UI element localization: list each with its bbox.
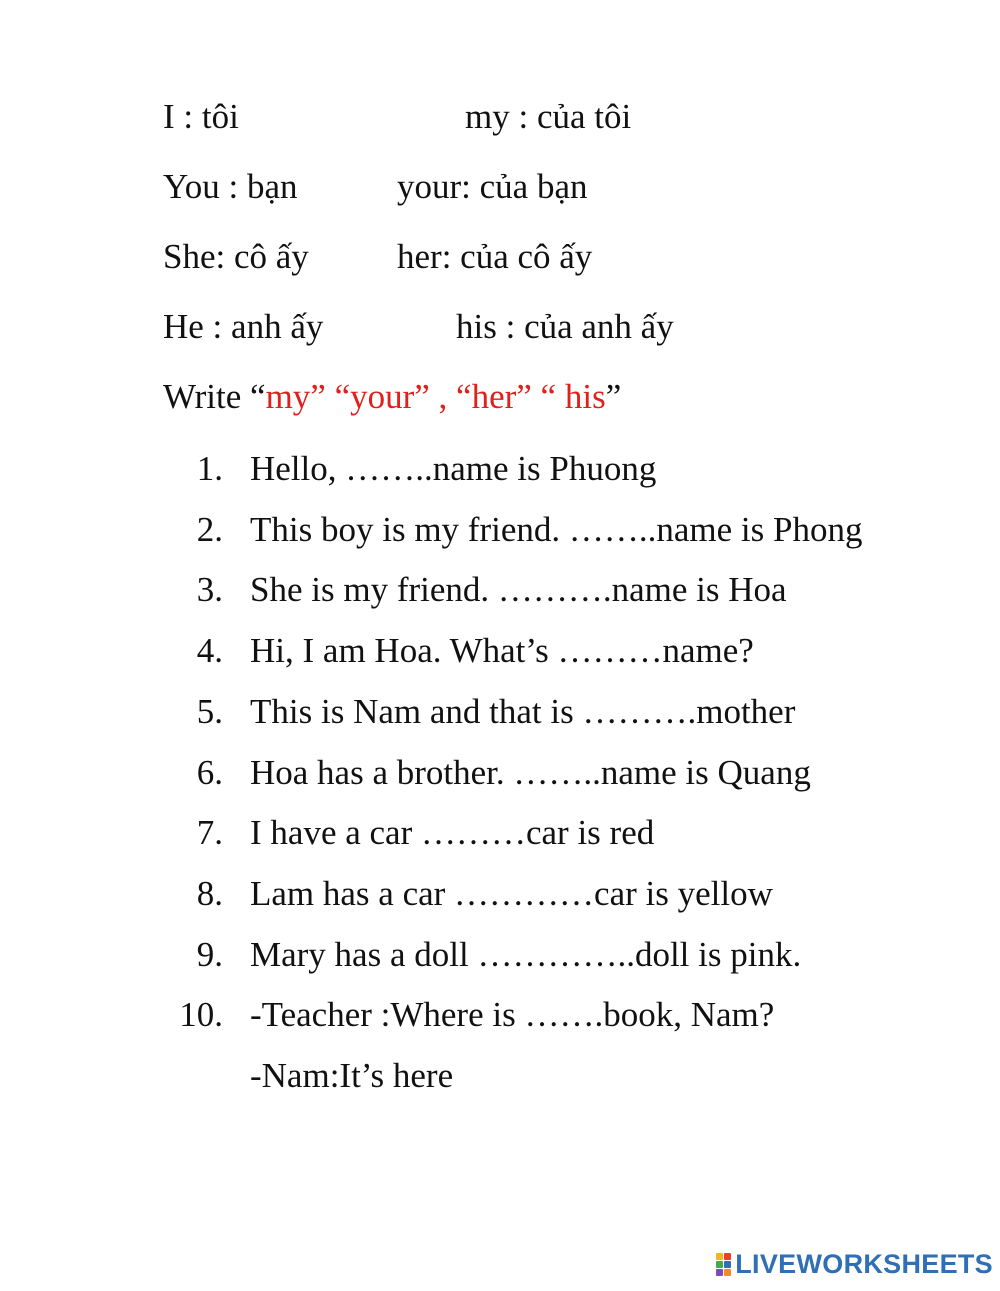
exercise-text: Lam has a car …………car is yellow [250,874,773,913]
instruction-suffix: ” [605,377,622,416]
vocab-right-1: my : của tôi [465,97,632,136]
exercise-number: 1. [196,449,223,488]
vocab-right-3: her: của cô ấy [397,237,593,276]
exercise-number: 10. [179,995,223,1034]
exercise-number: 3. [196,570,223,609]
logo-text: LIVEWORKSHEETS [735,1249,993,1279]
exercise-number: 6. [196,753,223,792]
exercise-text: -Teacher :Where is …….book, Nam? [250,995,775,1034]
liveworksheets-logo [716,1249,993,1279]
exercise-text: I have a car ………car is red [250,813,655,852]
exercise-number: 8. [196,874,223,913]
exercise-number: 2. [196,510,223,549]
instruction-prefix: Write “ [163,377,266,416]
vocab-left-2: You : bạn [163,167,298,206]
instruction [163,377,621,417]
exercise-text: Hi, I am Hoa. What’s ………name? [250,631,754,670]
exercise-text: Hoa has a brother. ……..name is Quang [250,753,811,792]
exercise-text: This is Nam and that is ……….mother [250,692,796,731]
exercise-text: Hello, ……..name is Phuong [250,449,657,488]
vocab-left-4: He : anh ấy [163,307,324,346]
exercise-number: 9. [196,935,223,974]
exercise-text: She is my friend. ……….name is Hoa [250,570,787,609]
vocab-left-3: She: cô ấy [163,237,309,276]
exercise-text: Mary has a doll …………..doll is pink. [250,935,802,974]
vocab-left-1: I : tôi [163,97,239,136]
exercise-text: -Nam:It’s here [250,1056,454,1095]
exercise-number: 5. [196,692,223,731]
liveworksheets-logo-icon [716,1253,731,1276]
exercise-number: 4. [196,631,223,670]
vocab-right-4: his : của anh ấy [456,307,674,346]
instruction-words: my” “your” , “her” “ his [265,377,606,416]
exercise-number: 7. [196,813,223,852]
vocab-right-2: your: của bạn [397,167,588,206]
exercise-text: This boy is my friend. ……..name is Phong [250,510,863,549]
